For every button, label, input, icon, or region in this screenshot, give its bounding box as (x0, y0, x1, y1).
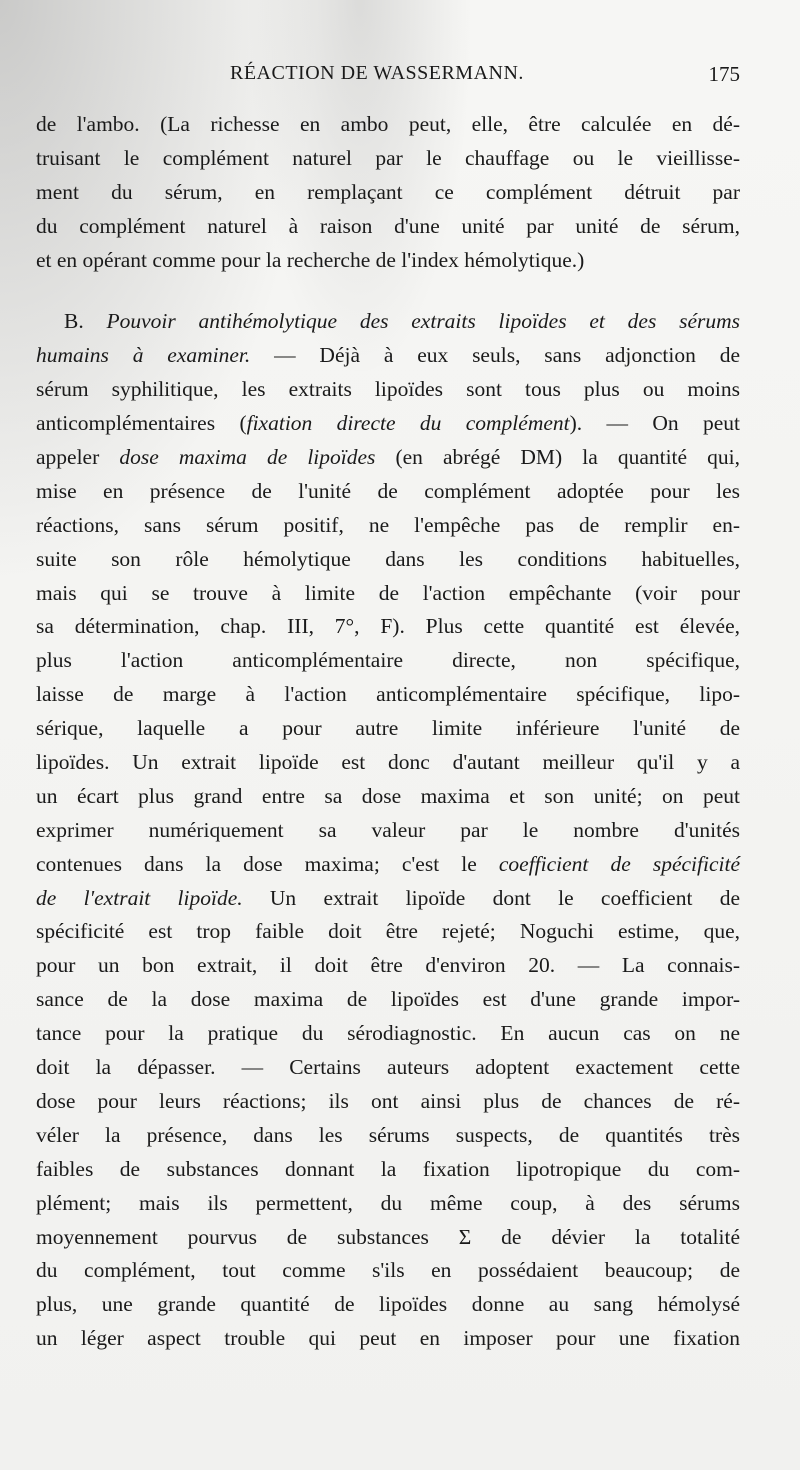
paragraph-2 (36, 305, 740, 1356)
text-run: (en abrégé DM) la quantité qui, (375, 445, 740, 470)
text-line: du complément naturel à raison d'une unité par unité de sérum, (36, 213, 740, 238)
text-line: exprimer numériquement sa valeur par le nombre d'unités (36, 817, 740, 842)
text-line: et en opérant comme pour la recherche de l'index hémolytique.) (36, 247, 585, 272)
text-line: plus l'action anticomplémentaire directe, non spécifique, (36, 648, 740, 673)
text-line: véler la présence, dans les sérums suspects, de quantités très (36, 1122, 740, 1147)
text-line: mais qui se trouve à limite de l'action empêchante (voir pour (36, 580, 740, 605)
running-title: RÉACTION DE WASSERMANN. (230, 62, 524, 84)
text-line: un écart plus grand entre sa dose maxima et son unité; on peut (36, 783, 740, 808)
text-line: pour un bon extrait, il doit être d'environ 20. — La connais- (36, 953, 740, 978)
text-line: réactions, sans sérum positif, ne l'empêche pas de remplir en- (36, 512, 740, 537)
text-line: plément; mais ils permettent, du même coup, à des sérums (36, 1190, 740, 1215)
text-line: dose pour leurs réactions; ils ont ainsi plus de chances de ré- (36, 1088, 740, 1113)
text-run: anticomplémentaires ( (36, 411, 247, 436)
text-line: de l'ambo. (La richesse en ambo peut, elle, être calculée en dé- (36, 112, 740, 136)
paragraph-gap (36, 277, 740, 305)
text-line (36, 848, 740, 882)
text-run: Un extrait lipoïde dont le coefficient de (242, 885, 740, 910)
text-line: spécificité est trop faible doit être rejeté; Noguchi estime, que, (36, 919, 740, 944)
text-line: sérum syphilitique, les extraits lipoïdes sont tous plus ou moins (36, 377, 740, 402)
text-run: — Déjà à eux seuls, sans adjonction de (250, 343, 740, 368)
paragraph-1 (36, 108, 740, 277)
text-run: appeler (36, 445, 120, 470)
text-line: du complément, tout comme s'ils en possédaient beaucoup; de (36, 1258, 740, 1283)
text-line: un léger aspect trouble qui peut en imposer pour une fixation (36, 1326, 740, 1351)
text-line: faibles de substances donnant la fixation lipotropique du com- (36, 1156, 740, 1181)
section-marker: B. (64, 309, 84, 334)
italic-term: dose maxima de lipoïdes (119, 445, 376, 470)
text-line: sérique, laquelle a pour autre limite inférieure l'unité de (36, 716, 740, 741)
page-number: 175 (708, 62, 740, 86)
text-line (36, 339, 740, 373)
text-line (36, 407, 740, 441)
text-line: mise en présence de l'unité de complément adoptée pour les (36, 478, 740, 503)
text-line: laisse de marge à l'action anticomplémentaire spécifique, lipo- (36, 682, 740, 707)
text-line: plus, une grande quantité de lipoïdes donne au sang hémolysé (36, 1292, 740, 1317)
section-heading-cont: humains à examiner. (36, 343, 251, 368)
section-heading: Pouvoir antihémolytique des extraits lipoïdes et des sérums (106, 309, 740, 334)
text-line: tance pour la pratique du sérodiagnostic. En aucun cas on ne (36, 1021, 740, 1046)
text-line: moyennement pourvus de substances Σ de dévier la totalité (36, 1224, 740, 1249)
body-text (36, 108, 740, 1356)
text-line: lipoïdes. Un extrait lipoïde est donc d'autant meilleur qu'il y a (36, 750, 740, 775)
text-line (36, 305, 740, 339)
text-run: contenues dans la dose maxima; c'est le (36, 851, 499, 876)
text-line: sa détermination, chap. III, 7°, F). Plus cette quantité est élevée, (36, 614, 740, 639)
italic-term: fixation directe du complément (246, 411, 570, 436)
text-line: suite son rôle hémolytique dans les conditions habituelles, (36, 546, 740, 571)
text-line (36, 441, 740, 475)
text-line: sance de la dose maxima de lipoïdes est d'une grande impor- (36, 987, 740, 1012)
text-line: truisant le complément naturel par le chauffage ou le vieillisse- (36, 145, 740, 170)
text-run: ). — On peut (569, 411, 740, 436)
text-line: doit la dépasser. — Certains auteurs adoptent exactement cette (36, 1055, 740, 1080)
text-line: ment du sérum, en remplaçant ce complément détruit par (36, 179, 740, 204)
running-head (40, 62, 740, 98)
text-line (36, 882, 740, 916)
italic-term: coefficient de spécificité (498, 851, 740, 876)
italic-term: de l'extrait lipoïde. (36, 885, 243, 910)
